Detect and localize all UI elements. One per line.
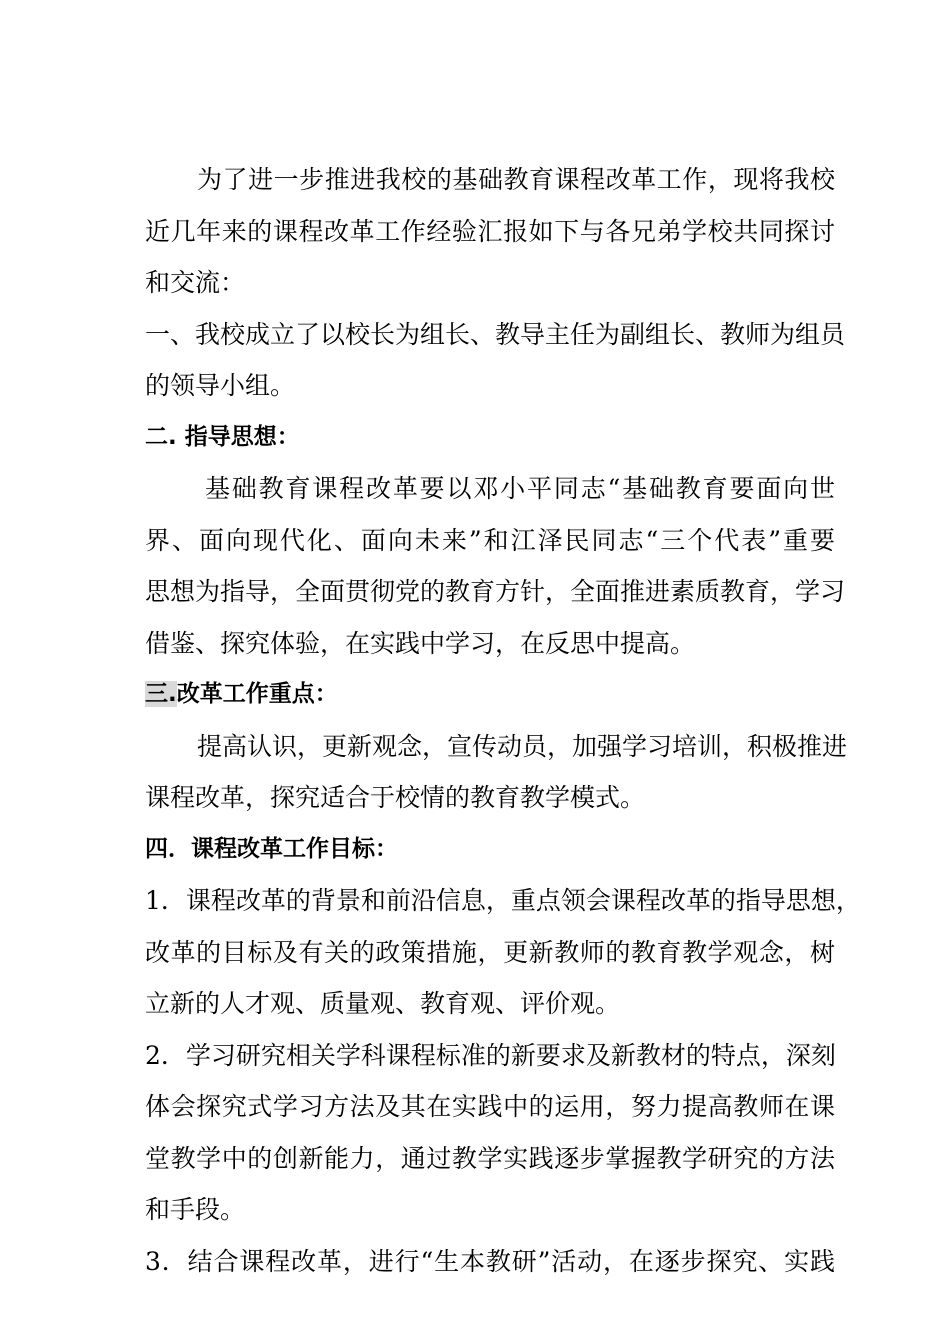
section2-line-4: 借鉴、探究体验，在实践中学习，在反思中提高。 [145, 628, 696, 658]
section1-line-1: 一、我校成立了以校长为组长、教导主任为副组长、教师为组员 [145, 319, 846, 349]
section4-item1-line-3: 立新的人才观、质量观、教育观、评价观。 [145, 989, 621, 1018]
section1-line-2: 的领导小组。 [145, 371, 296, 400]
section2-heading: 二. 指导思想： [145, 423, 300, 450]
section4-heading: 四．课程改革工作目标： [145, 835, 398, 862]
section3-line-1: 提高认识，更新观念，宣传动员，加强学习培训，积极推进 [197, 731, 848, 761]
section3-heading-text: 改革工作重点： [176, 681, 338, 707]
section2-line-2: 界、面向现代化、面向未来”和江泽民同志“三个代表”重要 [145, 525, 835, 555]
section2-line-1: 基础教育课程改革要以邓小平同志“基础教育要面向世 [205, 474, 835, 503]
section2-line-3: 思想为指导，全面贯彻党的教育方针，全面推进素质教育，学习 [145, 577, 846, 606]
section4-item1-line-1: 1．课程改革的背景和前沿信息，重点领会课程改革的指导思想， [145, 886, 861, 915]
section4-item2-line-3: 堂教学中的创新能力，通过教学实践逐步掌握教学研究的方法 [145, 1143, 835, 1173]
section3-heading [145, 669, 835, 721]
section4-item2-line-1: 2．学习研究相关学科课程标准的新要求及新教材的特点，深刻 [145, 1040, 836, 1070]
section4-item2-line-2: 体会探究式学习方法及其在实践中的运用，努力提高教师在课 [145, 1092, 835, 1121]
section3-line-2: 课程改革，探究适合于校情的教育教学模式。 [145, 783, 646, 812]
intro-line-1: 为了进一步推进我校的基础教育课程改革工作，现将我校 [197, 165, 835, 194]
section4-item3-line-1: 3．结合课程改革，进行“生本教研”活动，在逐步探究、实践 [145, 1246, 835, 1276]
intro-line-2: 近几年来的课程改革工作经验汇报如下与各兄弟学校共同探讨 [145, 216, 835, 246]
section3-heading-number: 三. [145, 681, 177, 707]
document-body [145, 154, 861, 1287]
section4-item2-line-4: 和手段。 [145, 1195, 246, 1224]
intro-line-3: 和交流： [145, 268, 246, 297]
section4-item1-line-2: 改革的目标及有关的政策措施，更新教师的教育教学观念，树 [145, 937, 835, 967]
